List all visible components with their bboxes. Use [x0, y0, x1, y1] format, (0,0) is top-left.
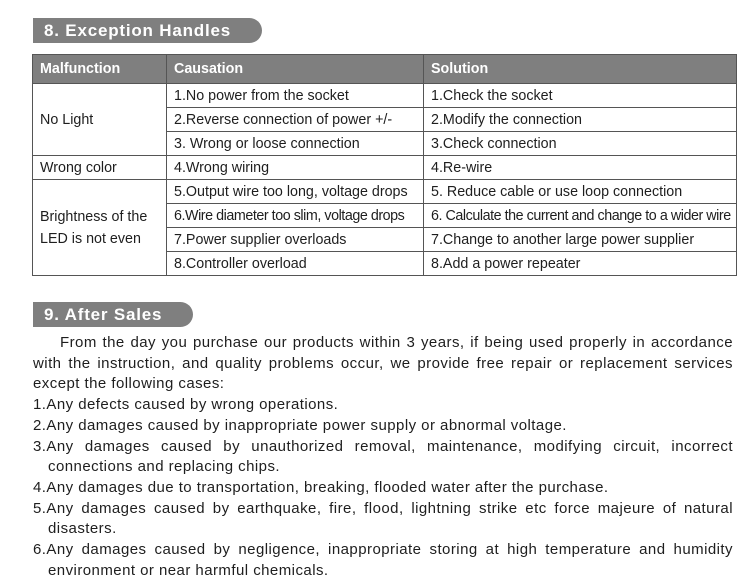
section-8-heading: 8. Exception Handles [33, 18, 262, 43]
column-header-causation: Causation [167, 55, 424, 84]
table-header-row [33, 55, 737, 84]
causation-cell: 8.Controller overload [167, 252, 424, 276]
malfunction-wrong-color: Wrong color [33, 156, 167, 180]
solution-cell: 4.Re-wire [424, 156, 737, 180]
solution-cell: 6. Calculate the current and change to a wider wire [424, 204, 737, 228]
exception-table [32, 54, 737, 276]
causation-cell: 1.No power from the socket [167, 84, 424, 108]
solution-cell: 3.Check connection [424, 132, 737, 156]
after-sales-intro: From the day you purchase our products within 3 years, if being used properly in accordance with the instruction, and quality problems occur, we provide free repair or replacement services except the following cases: [33, 334, 733, 393]
causation-cell: 5.Output wire too long, voltage drops [167, 180, 424, 204]
malfunction-no-light: No Light [33, 84, 167, 156]
causation-cell: 7.Power supplier overloads [167, 228, 424, 252]
solution-cell: 2.Modify the connection [424, 108, 737, 132]
causation-cell: 6.Wire diameter too slim, voltage drops [167, 204, 424, 228]
column-header-solution: Solution [424, 55, 737, 84]
exclusion-case-5: 5.Any damages caused by earthquake, fire, flood, lightning strike etc force majeure of natural disasters. [33, 499, 733, 538]
exclusion-case-2: 2.Any damages caused by inappropriate power supply or abnormal voltage. [33, 416, 567, 434]
solution-cell: 5. Reduce cable or use loop connection [424, 180, 737, 204]
solution-cell: 7.Change to another large power supplier [424, 228, 737, 252]
exclusion-case-6: 6.Any damages caused by negligence, inappropriate storing at high temperature and humidity environment or near harmful chemicals. [33, 541, 733, 579]
exclusion-case-1: 1.Any defects caused by wrong operations. [33, 396, 339, 414]
section-9-heading: 9. After Sales [33, 302, 193, 327]
malfunction-uneven-brightness: Brightness of the LED is not even [33, 180, 167, 276]
causation-cell: 4.Wrong wiring [167, 156, 424, 180]
exclusion-case-3: 3.Any damages caused by unauthorized removal, maintenance, modifying circuit, incorrect connections and replacing chips. [33, 437, 733, 476]
solution-cell: 8.Add a power repeater [424, 252, 737, 276]
exclusion-case-4: 4.Any damages due to transportation, breaking, flooded water after the purchase. [33, 478, 609, 496]
causation-cell: 3. Wrong or loose connection [167, 132, 424, 156]
causation-cell: 2.Reverse connection of power +/- [167, 108, 424, 132]
after-sales-body [33, 333, 733, 581]
table-row [33, 84, 737, 108]
column-header-malfunction: Malfunction [33, 55, 167, 84]
solution-cell: 1.Check the socket [424, 84, 737, 108]
table-row [33, 156, 737, 180]
table-row [33, 180, 737, 204]
